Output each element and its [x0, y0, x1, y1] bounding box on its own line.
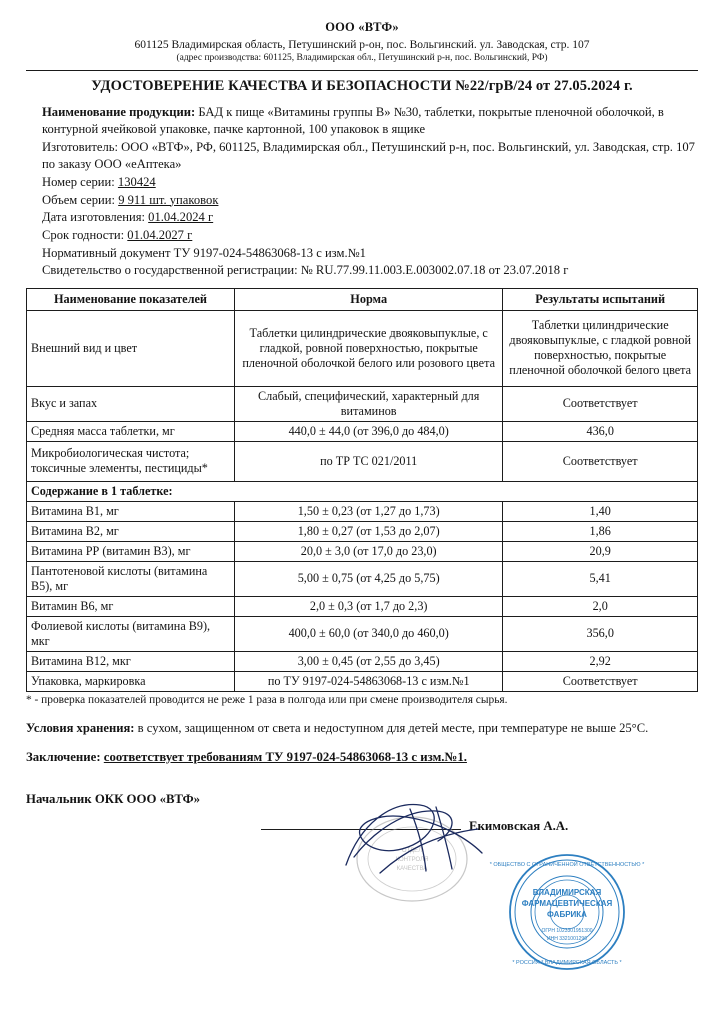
- row-norm: Слабый, специфический, характерный для витаминов: [235, 386, 503, 421]
- row-name: Витамина РР (витамин В3), мг: [27, 541, 235, 561]
- table-row: [27, 386, 698, 421]
- meta-volume: [42, 192, 698, 209]
- signer-name: Екимовская А.А.: [469, 818, 569, 833]
- svg-text:* РОССИЯ * ВЛАДИМИРСКАЯ ОБЛАСТ: * РОССИЯ * ВЛАДИМИРСКАЯ ОБЛАСТЬ *: [512, 960, 622, 966]
- row-norm: 5,00 ± 0,75 (от 4,25 до 5,75): [235, 561, 503, 596]
- table-header-name: Наименование показателей: [27, 289, 235, 311]
- row-norm: Таблетки цилиндрические двояковыпуклые, с гладкой, ровной поверхностью, покрытые пленочной оболочкой белого или розового цвета: [235, 310, 503, 386]
- svg-text:ВЛАДИМИРСКАЯ: ВЛАДИМИРСКАЯ: [532, 888, 602, 897]
- official-round-stamp-icon: [487, 852, 647, 972]
- row-name: Витамина В2, мг: [27, 521, 235, 541]
- row-norm: 1,50 ± 0,23 (от 1,27 до 1,73): [235, 501, 503, 521]
- row-norm: 1,80 ± 0,27 (от 1,53 до 2,07): [235, 521, 503, 541]
- svg-text:ОТДЕЛ: ОТДЕЛ: [401, 848, 423, 854]
- meta-batch: [42, 174, 698, 191]
- row-norm: по ТУ 9197-024-54863068-13 с изм.№1: [235, 671, 503, 691]
- meta-expiry: [42, 227, 698, 244]
- row-name: Витамина В1, мг: [27, 501, 235, 521]
- table-row: [27, 441, 698, 481]
- row-result: 436,0: [503, 421, 698, 441]
- table-row: [27, 651, 698, 671]
- table-section-row: [27, 481, 698, 501]
- meta-manufacturer-label: Изготовитель:: [42, 140, 118, 155]
- meta-product-value: БАД к пище «Витамины группы В» №30, таблетки, покрытые пленочной оболочкой, в контурной ячейковой упаковке, пачке картонной, 100 упаковок в ящике: [42, 104, 664, 136]
- table-row: [27, 541, 698, 561]
- table-row: [27, 310, 698, 386]
- meta-registration: [42, 262, 698, 279]
- signer-role: Начальник ОКК ООО «ВТФ»: [26, 791, 201, 806]
- table-row: [27, 521, 698, 541]
- row-result: Соответствует: [503, 441, 698, 481]
- row-name: Средняя масса таблетки, мг: [27, 421, 235, 441]
- row-name: Внешний вид и цвет: [27, 310, 235, 386]
- row-result: Соответствует: [503, 386, 698, 421]
- table-row: [27, 616, 698, 651]
- meta-registration-value: № RU.77.99.11.003.Е.003002.07.18 от 23.07.2018 г: [300, 263, 569, 278]
- table-header-row: [27, 289, 698, 311]
- row-result: 20,9: [503, 541, 698, 561]
- header-divider: [26, 70, 698, 71]
- conclusion: [26, 749, 698, 766]
- row-norm: 440,0 ± 44,0 (от 396,0 до 484,0): [235, 421, 503, 441]
- table-header-norm: Норма: [235, 289, 503, 311]
- svg-text:КАЧЕСТВА: КАЧЕСТВА: [396, 866, 428, 872]
- meta-expiry-label: Срок годности:: [42, 228, 125, 243]
- meta-batch-label: Номер серии:: [42, 174, 115, 189]
- meta-standard-value: ТУ 9197-024-54863068-13 с изм.№1: [173, 245, 366, 260]
- meta-product-label: Наименование продукции:: [42, 104, 196, 119]
- storage-label: Условия хранения:: [26, 720, 135, 735]
- storage-conditions: [26, 720, 698, 737]
- meta-volume-value: 9 911 шт. упаковок: [118, 192, 219, 207]
- row-norm: по ТР ТС 021/2011: [235, 441, 503, 481]
- table-section-title: Содержание в 1 таблетке:: [27, 481, 698, 501]
- meta-expiry-value: 01.04.2027 г: [127, 228, 193, 243]
- table-row: [27, 501, 698, 521]
- row-result: 1,40: [503, 501, 698, 521]
- table-row: [27, 421, 698, 441]
- conclusion-label: Заключение:: [26, 749, 101, 764]
- svg-text:ОГРН 1023301951300: ОГРН 1023301951300: [541, 928, 593, 934]
- row-result: 2,92: [503, 651, 698, 671]
- row-name: Витамина В12, мкг: [27, 651, 235, 671]
- storage-value: в сухом, защищенном от света и недоступном для детей месте, при температуре не выше 25°С.: [137, 720, 649, 735]
- meta-registration-label: Свидетельство о государственной регистрации:: [42, 263, 298, 278]
- conclusion-value: соответствует требованиям ТУ 9197-024-54863068-13 с изм.№1.: [103, 749, 467, 764]
- signature-line: [261, 829, 461, 830]
- document-meta: [26, 104, 698, 279]
- row-result: 1,86: [503, 521, 698, 541]
- svg-text:КОНТРОЛЯ: КОНТРОЛЯ: [395, 857, 429, 863]
- row-name: Пантотеновой кислоты (витамина В5), мг: [27, 561, 235, 596]
- row-norm: 20,0 ± 3,0 (от 17,0 до 23,0): [235, 541, 503, 561]
- signature-block: [26, 792, 698, 852]
- row-result: Таблетки цилиндрические двояковыпуклые, с гладкой ровной поверхностью, покрытые пленочной оболочкой белого цвета: [503, 310, 698, 386]
- row-name: Вкус и запах: [27, 386, 235, 421]
- table-footnote: * - проверка показателей проводится не реже 1 раза в полгода или при смене производителя сырья.: [26, 693, 508, 706]
- document-title: УДОСТОВЕРЕНИЕ КАЧЕСТВА И БЕЗОПАСНОСТИ №22/грВ/24 от 27.05.2024 г.: [91, 77, 633, 94]
- row-norm: 400,0 ± 60,0 (от 340,0 до 460,0): [235, 616, 503, 651]
- meta-batch-value: 130424: [117, 174, 156, 189]
- table-row: [27, 561, 698, 596]
- row-name: Витамин В6, мг: [27, 596, 235, 616]
- meta-manufacturer: [42, 139, 698, 172]
- table-header-result: Результаты испытаний: [503, 289, 698, 311]
- svg-text:ФАБРИКА: ФАБРИКА: [547, 910, 587, 919]
- row-norm: 2,0 ± 0,3 (от 1,7 до 2,3): [235, 596, 503, 616]
- row-result: Соответствует: [503, 671, 698, 691]
- table-row: [27, 596, 698, 616]
- meta-mfg-date-label: Дата изготовления:: [42, 210, 146, 225]
- row-norm: 3,00 ± 0,45 (от 2,55 до 3,45): [235, 651, 503, 671]
- meta-standard: [42, 245, 698, 262]
- company-name: ООО «ВТФ»: [325, 20, 399, 34]
- table-row: [27, 671, 698, 691]
- meta-product: [42, 104, 698, 137]
- meta-mfg-date: [42, 209, 698, 226]
- document-header: [26, 20, 698, 65]
- svg-text:ФАРМАЦЕВТИЧЕСКАЯ: ФАРМАЦЕВТИЧЕСКАЯ: [521, 899, 613, 908]
- company-address: 601125 Владимирская область, Петушинский р-он, пос. Вольгинский. ул. Заводская, стр. 107: [134, 38, 590, 51]
- quality-indicators-table: [26, 288, 698, 692]
- production-address-note: (адрес производства: 601125, Владимирская обл., Петушинский р-н, пос. Вольгинский, РФ): [176, 53, 548, 63]
- meta-mfg-date-value: 01.04.2024 г: [148, 210, 214, 225]
- row-name: Микробиологическая чистота; токсичные элементы, пестициды*: [27, 441, 235, 481]
- svg-text:* ОБЩЕСТВО С ОГРАНИЧЕННОЙ ОТВЕ: * ОБЩЕСТВО С ОГРАНИЧЕННОЙ ОТВЕТСТВЕННОСТЬЮ *: [489, 862, 645, 868]
- meta-volume-label: Объем серии:: [42, 192, 116, 207]
- row-result: 356,0: [503, 616, 698, 651]
- row-name: Упаковка, маркировка: [27, 671, 235, 691]
- meta-manufacturer-value: ООО «ВТФ», РФ, 601125, Владимирская обл., Петушинский р-н, пос. Вольгинский, ул. Заводская, стр. 107 по заказу ООО «еАптека»: [42, 140, 695, 172]
- svg-text:ИНН 3321001296: ИНН 3321001296: [546, 936, 588, 942]
- row-name: Фолиевой кислоты (витамина В9), мкг: [27, 616, 235, 651]
- meta-standard-label: Нормативный документ: [42, 245, 171, 260]
- row-result: 5,41: [503, 561, 698, 596]
- row-result: 2,0: [503, 596, 698, 616]
